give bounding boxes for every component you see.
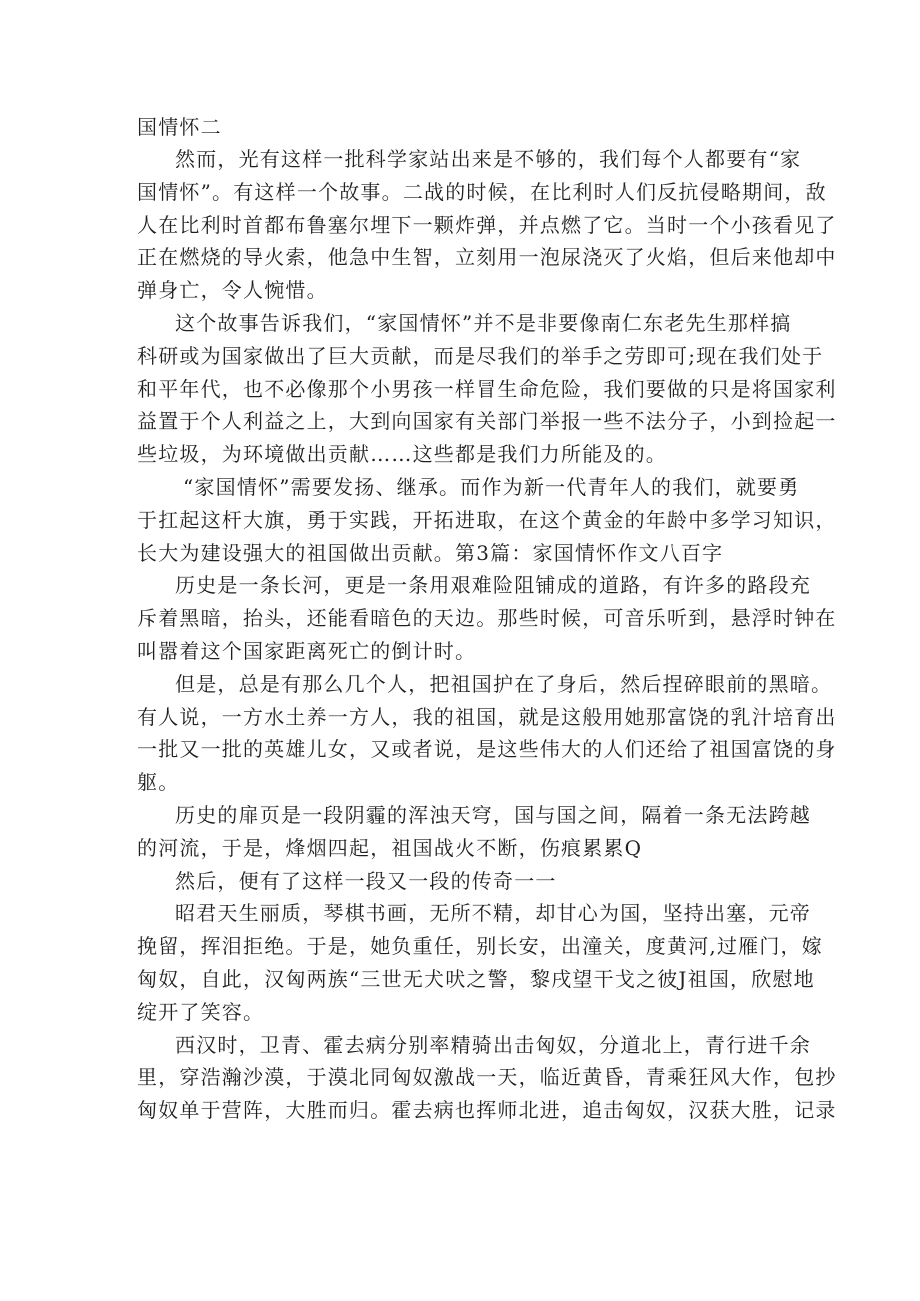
text-line: 然而，光有这样一批科学家站出来是不够的，我们每个人都要有“家 [175,147,802,171]
text-line: 人在比利时首都布鲁塞尔埋下一颗炸弹，并点燃了它。当时一个小孩看见了 [137,212,837,237]
paragraph-6 [137,799,811,865]
text-line: 然后，便有了这样一段又一段的传奇一一 [175,868,557,893]
text-line: 于扛起这杆大旗，勇于实践，开拓进取，在这个黄金的年龄中多学习知识， [137,507,837,532]
text-line: 益置于个人利益之上，大到向国家有关部门举报一些不法分子，小到捡起一 [137,409,837,434]
text-line: 匈奴单于营阵，大胜而归。霍去病也挥师北进，追击匈奴，汉获大胜，记录 [137,1098,837,1123]
text-line: 弹身亡，令人惋惜。 [137,278,328,303]
text-line: 的河流，于是，烽烟四起，祖国战火不断，伤痕累累Q [137,835,643,860]
paragraph-7 [137,865,797,898]
paragraph-5 [137,668,837,799]
paragraph-3 [137,471,837,569]
text-line: 里，穿浩瀚沙漠，于漠北同匈奴激战一天，临近黄昏，青乘狂风大作，包抄 [137,1065,837,1090]
text-line: 历史的扉页是一段阴霾的浑浊天穹，国与国之间，隔着一条无法跨越 [175,802,811,827]
section-heading: 国情怀二 [137,115,222,139]
text-line: 西汉时，卫青、霍去病分别率精骑出击匈奴，分道北上，青行进千余 [175,1032,811,1057]
text-line: “家国情怀”需要发扬、继承。而作为新一代青年人的我们，就要勇 [183,474,800,499]
text-line: 一批又一批的英雄儿女，又或者说，是这些伟大的人们还给了祖国富饶的身 [137,737,837,762]
text-line: 国情怀”。有这样一个故事。二战的时候，在比利时人们反抗侵略期间，敌 [137,179,827,204]
text-line: 但是，总是有那么几个人，把祖国护在了身后，然后捏碎眼前的黑暗。 [175,671,833,696]
text-line: 躯。 [137,770,180,795]
text-line: 挽留，挥泪拒绝。于是，她负重任，别长安，出潼关，度黄河,过雁门，嫁 [137,934,823,959]
text-line: 绽开了笑容。 [137,999,265,1024]
paragraph-4 [137,569,837,667]
paragraph-9 [137,1029,837,1127]
text-line: 和平年代，也不必像那个小男孩一样冒生命危险，我们要做的只是将国家利 [137,376,837,401]
text-line: 有人说，一方水土养一方人，我的祖国，就是这般用她那富饶的乳汁培育出 [137,704,837,729]
text-line: 长大为建设强大的祖国做出贡献。第3篇：家国情怀作文八百字 [137,540,724,565]
text-line: 正在燃烧的导火索，他急中生智，立刻用一泡尿浇灭了火焰，但后来他却中 [137,245,837,270]
paragraph-1 [137,143,837,307]
text-line: 科研或为国家做出了巨大贡献，而是尽我们的举手之劳即可;现在我们处于 [137,343,824,368]
text-line: 昭君天生丽质，琴棋书画，无所不精，却甘心为国，坚持出塞，元帝 [175,901,811,926]
text-line: 叫嚣着这个国家距离死亡的倒计时。 [137,638,477,663]
text-line: 斥着黑暗，抬头，还能看暗色的天边。那些时候，可音乐听到，悬浮时钟在 [137,606,837,631]
text-line: 历史是一条长河，更是一条用艰难险阻铺成的道路，有许多的路段充 [175,573,811,598]
text-line: 些垃圾，为环境做出贡献……这些都是我们力所能及的。 [137,442,667,467]
article-body [137,111,837,1127]
paragraph-2 [137,307,837,471]
text-line: 匈奴，自此，汉匈两族“三世无犬吠之警，黎戌望干戈之彼J祖国，欣慰地 [137,966,815,991]
paragraph-8 [137,897,823,1028]
text-line: 这个故事告诉我们，“家国情怀”并不是非要像南仁东老先生那样搞 [175,310,792,335]
